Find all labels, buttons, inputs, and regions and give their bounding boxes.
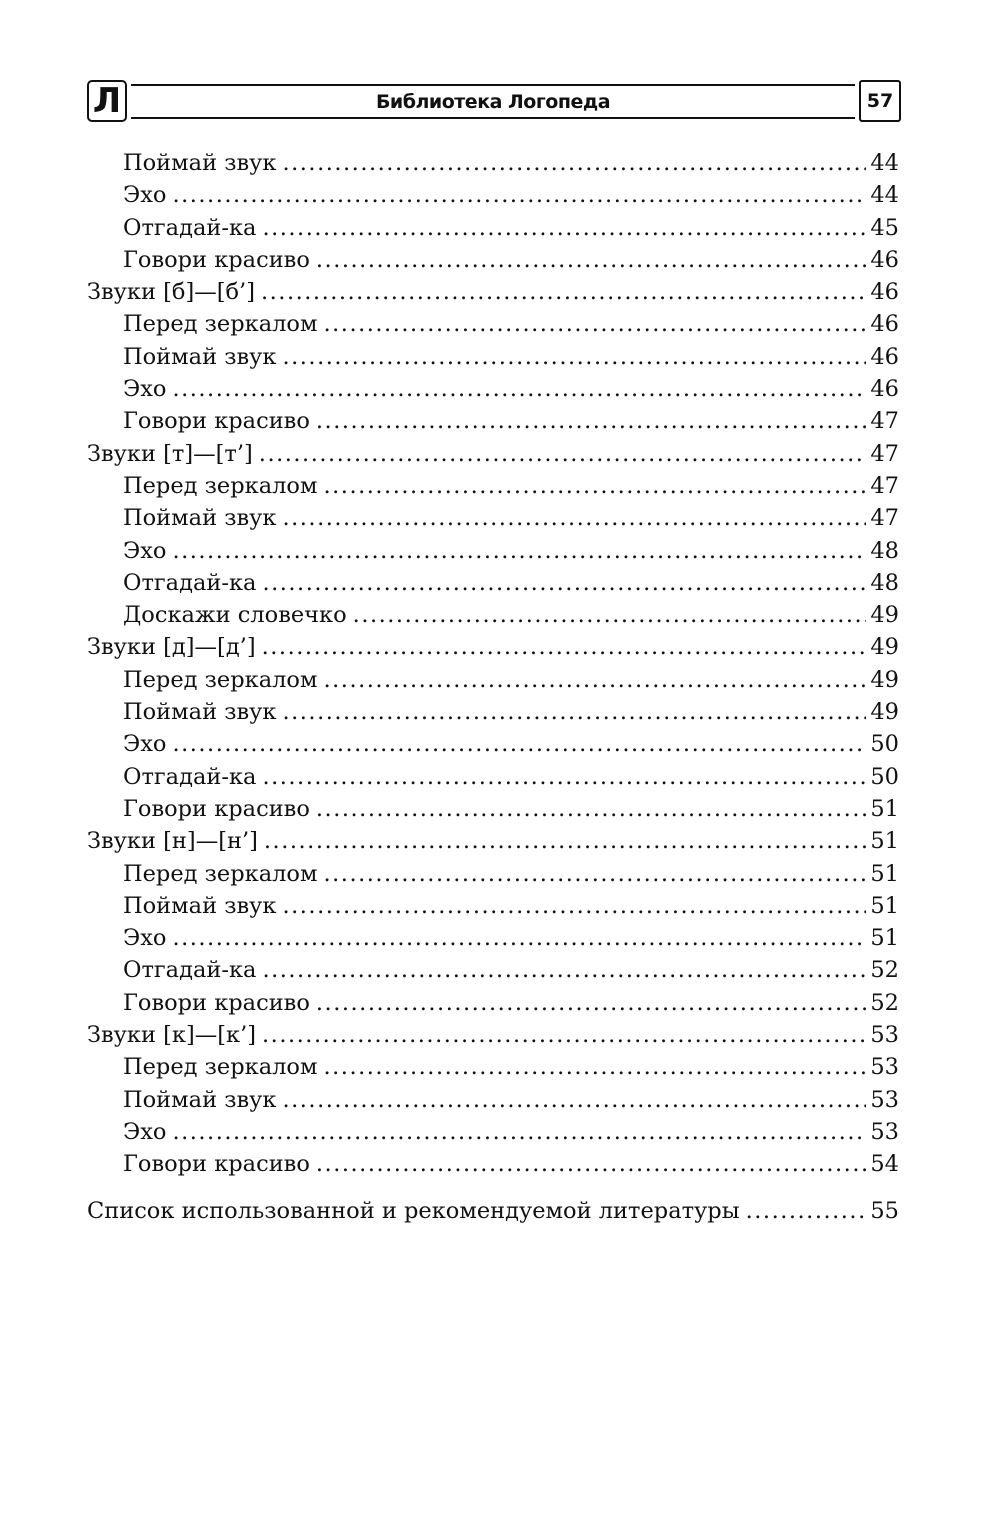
toc-entry-title: Говори красиво (123, 408, 310, 435)
toc-page-number: 47 (870, 408, 899, 435)
toc-entry-title: Отгадай-ка (123, 763, 257, 790)
toc-subentry (87, 858, 899, 890)
toc-subentry (87, 987, 899, 1019)
toc-page-number: 53 (870, 1022, 899, 1049)
toc-entry-title: Поймай звук (123, 1086, 277, 1113)
dot-leader (172, 373, 866, 405)
dot-leader (323, 664, 866, 696)
toc-subentry (87, 341, 899, 373)
toc-entry-title: Поймай звук (123, 699, 277, 726)
toc-section-entry (87, 276, 899, 308)
dot-leader (262, 954, 866, 986)
dot-leader (316, 244, 866, 276)
toc-subentry (87, 308, 899, 340)
table-of-contents (87, 147, 899, 1227)
dot-leader (316, 405, 866, 437)
toc-section-entry (87, 825, 899, 857)
dot-leader (316, 1148, 866, 1180)
dot-leader (323, 308, 866, 340)
dot-leader (746, 1195, 867, 1227)
toc-page-number: 46 (870, 376, 899, 403)
dot-leader (172, 179, 866, 211)
toc-entry-title: Эхо (123, 376, 167, 403)
dot-leader (282, 890, 866, 922)
toc-entry-title: Звуки [н]—[н’] (87, 828, 258, 855)
toc-entry-title: Говори красиво (123, 989, 310, 1016)
toc-entry-title: Звуки [д]—[д’] (87, 634, 256, 661)
toc-entry-title: Звуки [к]—[к’] (87, 1022, 257, 1049)
toc-subentry (87, 535, 899, 567)
toc-subentry (87, 147, 899, 179)
header-rule-bottom (131, 117, 855, 119)
dot-leader (282, 1084, 866, 1116)
toc-page-number: 54 (870, 1151, 899, 1178)
toc-section-entry (87, 1019, 899, 1051)
toc-entry-title: Перед зеркалом (123, 666, 318, 693)
toc-entry-title: Отгадай-ка (123, 569, 257, 596)
toc-page-number: 51 (870, 795, 899, 822)
toc-entry-title: Перед зеркалом (123, 860, 318, 887)
toc-page-number: 51 (870, 828, 899, 855)
toc-page-number: 53 (870, 1054, 899, 1081)
toc-page-number: 46 (870, 246, 899, 273)
toc-page-number: 52 (870, 957, 899, 984)
toc-section-entry (87, 1195, 899, 1227)
dot-leader (282, 341, 866, 373)
toc-page-number: 52 (870, 989, 899, 1016)
toc-entry-title: Отгадай-ка (123, 214, 257, 241)
dot-leader (262, 1019, 866, 1051)
toc-entry-title: Доскажи словечко (123, 602, 347, 629)
toc-subentry (87, 567, 899, 599)
toc-entry-title: Эхо (123, 731, 167, 758)
dot-leader (282, 696, 866, 728)
toc-page-number: 47 (870, 440, 899, 467)
toc-page-number: 48 (870, 537, 899, 564)
toc-subentry (87, 179, 899, 211)
toc-page-number: 53 (870, 1118, 899, 1145)
dot-leader (323, 858, 866, 890)
toc-page-number: 47 (870, 472, 899, 499)
header-rule-top (131, 84, 855, 86)
toc-entry-title: Поймай звук (123, 343, 277, 370)
toc-page-number: 46 (870, 279, 899, 306)
toc-subentry (87, 761, 899, 793)
toc-page-number: 46 (870, 311, 899, 338)
toc-entry-title: Эхо (123, 537, 167, 564)
dot-leader (172, 535, 866, 567)
dot-leader (316, 987, 866, 1019)
toc-subentry (87, 728, 899, 760)
toc-page-number: 44 (870, 182, 899, 209)
dot-leader (323, 1051, 866, 1083)
toc-subentry (87, 1084, 899, 1116)
dot-leader (264, 825, 866, 857)
dot-leader (261, 276, 866, 308)
toc-subentry (87, 664, 899, 696)
toc-page-number: 47 (870, 505, 899, 532)
dot-leader (262, 761, 866, 793)
toc-subentry (87, 470, 899, 502)
toc-entry-title: Говори красиво (123, 246, 310, 273)
toc-page-number: 48 (870, 569, 899, 596)
toc-page-number: 51 (870, 925, 899, 952)
toc-section-entry (87, 631, 899, 663)
toc-entry-title: Перед зеркалом (123, 472, 318, 499)
toc-entry-title: Поймай звук (123, 505, 277, 532)
toc-subentry (87, 1051, 899, 1083)
dot-leader (262, 567, 866, 599)
logo: Л (87, 80, 127, 122)
toc-page-number: 50 (870, 763, 899, 790)
toc-page-number: 46 (870, 343, 899, 370)
toc-entry-title: Поймай звук (123, 892, 277, 919)
page-header (87, 80, 901, 124)
toc-page-number: 55 (870, 1197, 899, 1224)
toc-subentry (87, 954, 899, 986)
dot-leader (172, 1116, 866, 1148)
toc-subentry (87, 793, 899, 825)
dot-leader (353, 599, 867, 631)
dot-leader (262, 212, 866, 244)
toc-page-number: 49 (870, 634, 899, 661)
page-number: 57 (859, 80, 901, 122)
toc-page-number: 49 (870, 602, 899, 629)
toc-entry-title: Звуки [т]—[т’] (87, 440, 253, 467)
dot-leader (172, 922, 866, 954)
toc-entry-title: Эхо (123, 925, 167, 952)
toc-page-number: 44 (870, 150, 899, 176)
toc-section-entry (87, 438, 899, 470)
dot-leader (323, 470, 866, 502)
dot-leader (172, 728, 866, 760)
toc-entry-title: Говори красиво (123, 1151, 310, 1178)
toc-subentry (87, 405, 899, 437)
toc-page-number: 53 (870, 1086, 899, 1113)
toc-subentry (87, 244, 899, 276)
toc-entry-title: Перед зеркалом (123, 1054, 318, 1081)
toc-entry-title: Эхо (123, 1118, 167, 1145)
toc-entry-title: Перед зеркалом (123, 311, 318, 338)
toc-page-number: 51 (870, 860, 899, 887)
dot-leader (316, 793, 866, 825)
toc-page-number: 49 (870, 699, 899, 726)
dot-leader (262, 631, 867, 663)
toc-entry-title: Поймай звук (123, 150, 277, 176)
toc-entry-title: Звуки [б]—[б’] (87, 279, 255, 306)
toc-entry-title: Отгадай-ка (123, 957, 257, 984)
toc-subentry (87, 1148, 899, 1180)
toc-subentry (87, 890, 899, 922)
running-title: Библиотека Логопеда (375, 91, 611, 113)
toc-page-number: 51 (870, 892, 899, 919)
toc-subentry (87, 922, 899, 954)
dot-leader (282, 147, 866, 179)
toc-entry-title: Список использованной и рекомендуемой литературы (87, 1197, 740, 1224)
toc-page-number: 45 (870, 214, 899, 241)
dot-leader (282, 502, 866, 534)
toc-subentry (87, 599, 899, 631)
toc-subentry (87, 212, 899, 244)
toc-page-number: 49 (870, 666, 899, 693)
toc-subentry (87, 1116, 899, 1148)
toc-subentry (87, 696, 899, 728)
toc-subentry (87, 502, 899, 534)
toc-page-number: 50 (870, 731, 899, 758)
toc-subentry (87, 373, 899, 405)
toc-entry-title: Говори красиво (123, 795, 310, 822)
toc-entry-title: Эхо (123, 182, 167, 209)
dot-leader (259, 438, 867, 470)
